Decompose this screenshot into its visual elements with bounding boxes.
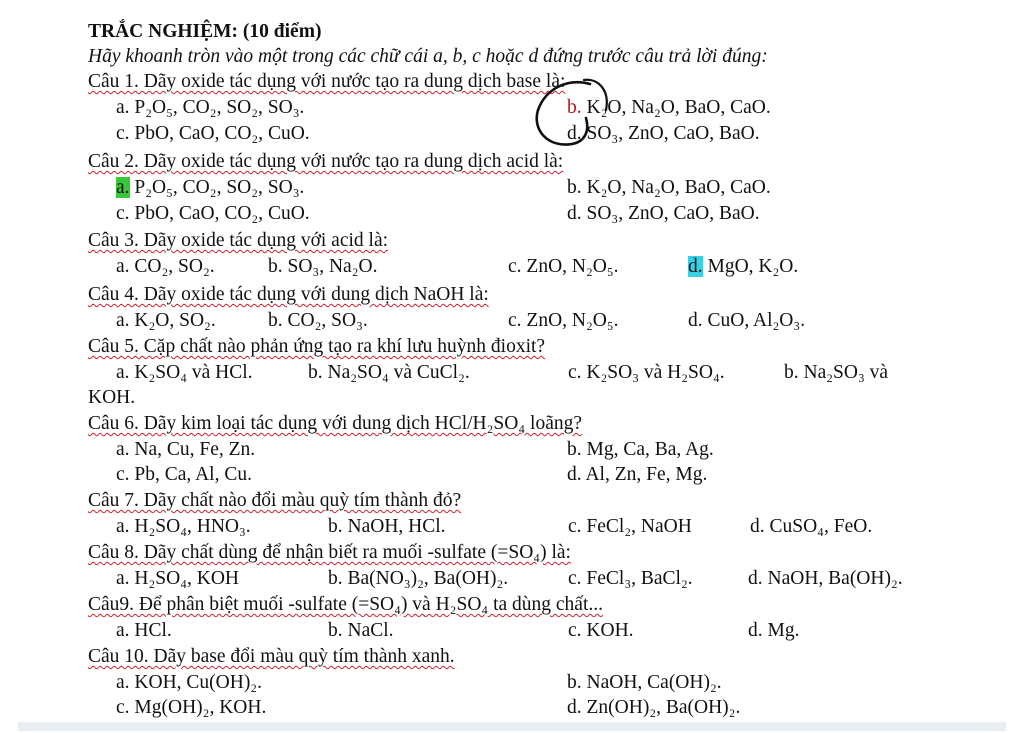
- option-formula: NaOH, Ca(OH)₂.: [586, 672, 722, 693]
- option-formula: SO₃, ZnO, CaO, BaO.: [586, 203, 760, 224]
- option-formula: Mg, Ca, Ba, Ag.: [586, 439, 714, 460]
- option-letter: c.: [116, 123, 130, 144]
- option-formula: Al, Zn, Fe, Mg.: [585, 464, 708, 485]
- q5-continuation: KOH.: [88, 387, 136, 408]
- option-formula: H₂SO₄, KOH: [134, 568, 240, 589]
- option-formula: PbO, CaO, CO₂, CuO.: [134, 123, 310, 144]
- q10-option-b[interactable]: [567, 671, 722, 695]
- option-letter: d.: [748, 568, 763, 589]
- option-letter: a.: [116, 672, 130, 693]
- option-letter: b.: [567, 97, 582, 118]
- q3-option-a[interactable]: [116, 255, 215, 279]
- option-letter: d.: [748, 620, 763, 641]
- option-formula: SO₃, Na₂O.: [287, 256, 378, 277]
- option-formula: ZnO, N₂O₅.: [526, 310, 619, 331]
- option-letter: b.: [567, 177, 582, 198]
- q8-option-d[interactable]: [748, 567, 903, 591]
- option-letter: a.: [116, 97, 130, 118]
- q5-option-d[interactable]: [784, 361, 888, 385]
- option-formula: P₂O₅, CO₂, SO₂, SO₃.: [134, 97, 305, 118]
- option-formula: CO₂, SO₃.: [287, 310, 368, 331]
- option-letter: d.: [688, 256, 703, 277]
- option-letter: d.: [567, 123, 582, 144]
- option-letter: a.: [116, 362, 130, 383]
- q6-option-d[interactable]: [567, 463, 707, 487]
- option-letter: d.: [567, 697, 582, 718]
- option-formula: K₂SO₃ và H₂SO₄.: [586, 362, 725, 383]
- q8-option-b[interactable]: [328, 567, 508, 591]
- option-letter: d.: [567, 203, 582, 224]
- option-letter: d.: [688, 310, 703, 331]
- q1-option-c[interactable]: [116, 122, 310, 146]
- option-formula: Zn(OH)₂, Ba(OH)₂.: [586, 697, 741, 718]
- option-formula: Pb, Ca, Al, Cu.: [134, 464, 252, 485]
- q9-option-b[interactable]: [328, 619, 394, 643]
- q8-option-c[interactable]: [568, 567, 693, 591]
- option-letter: b.: [567, 672, 582, 693]
- q6-option-a[interactable]: [116, 438, 255, 462]
- q7-option-c[interactable]: [568, 515, 692, 539]
- q10-option-d[interactable]: [567, 696, 740, 720]
- q3-option-d[interactable]: [688, 255, 798, 279]
- option-letter: c.: [568, 516, 582, 537]
- option-formula: KOH, Cu(OH)₂.: [134, 672, 262, 693]
- q5-option-b[interactable]: [308, 361, 470, 385]
- option-letter: a.: [116, 439, 130, 460]
- option-letter: b.: [268, 310, 283, 331]
- q2-option-b[interactable]: [567, 176, 771, 200]
- option-letter: a.: [116, 568, 130, 589]
- option-formula: KOH.: [586, 620, 634, 641]
- option-letter: a.: [116, 516, 130, 537]
- option-formula: SO₃, ZnO, CaO, BaO.: [586, 123, 760, 144]
- option-formula: Na₂SO₄ và CuCl₂.: [327, 362, 470, 383]
- option-letter: c.: [568, 620, 582, 641]
- option-letter: c.: [568, 362, 582, 383]
- q6-option-b[interactable]: [567, 438, 714, 462]
- question-6-prompt: Câu 6. Dãy kim loại tác dụng với dung dịch HCl/H₂SO₄ loãng?: [88, 413, 583, 434]
- option-letter: b.: [784, 362, 799, 383]
- question-5-prompt: Câu 5. Cặp chất nào phản ứng tạo ra khí lưu huỳnh đioxit?: [88, 336, 546, 357]
- option-formula: K₂O, Na₂O, BaO, CaO.: [586, 97, 771, 118]
- option-letter: b.: [328, 620, 343, 641]
- option-letter: a.: [116, 310, 130, 331]
- question-1-prompt: Câu 1. Dãy oxide tác dụng với nước tạo ra dung dịch base là:: [88, 71, 566, 92]
- option-formula: Ba(NO₃)₂, Ba(OH)₂.: [347, 568, 509, 589]
- option-letter: a.: [116, 177, 130, 198]
- option-formula: Mg.: [767, 620, 800, 641]
- question-7-prompt: Câu 7. Dãy chất nào đổi màu quỳ tím thành đỏ?: [88, 490, 462, 511]
- question-2-prompt: Câu 2. Dãy oxide tác dụng với nước tạo ra dung dịch acid là:: [88, 151, 564, 172]
- option-formula: ZnO, N₂O₅.: [526, 256, 619, 277]
- option-formula: K₂O, SO₂.: [134, 310, 216, 331]
- q5-option-c[interactable]: [568, 361, 725, 385]
- option-letter: c.: [568, 568, 582, 589]
- option-letter: d.: [750, 516, 765, 537]
- option-letter: d.: [567, 464, 582, 485]
- option-formula: H₂SO₄, HNO₃.: [134, 516, 251, 537]
- option-formula: Na₂SO₃ và: [803, 362, 889, 383]
- option-formula: NaCl.: [347, 620, 394, 641]
- q4-option-a[interactable]: [116, 309, 216, 333]
- q7-option-b[interactable]: [328, 515, 446, 539]
- option-formula: NaOH, HCl.: [347, 516, 446, 537]
- q2-option-c[interactable]: [116, 202, 310, 226]
- option-formula: CuSO₄, FeO.: [769, 516, 873, 537]
- option-formula: CuO, Al₂O₃.: [707, 310, 806, 331]
- option-letter: c.: [116, 464, 130, 485]
- option-formula: HCl.: [134, 620, 172, 641]
- option-letter: a.: [116, 256, 130, 277]
- option-letter: b.: [268, 256, 283, 277]
- option-letter: b.: [567, 439, 582, 460]
- option-letter: c.: [116, 697, 130, 718]
- option-letter: b.: [308, 362, 323, 383]
- q10-option-c[interactable]: [116, 696, 266, 720]
- page-title: TRẮC NGHIỆM: (10 điểm): [88, 21, 322, 42]
- q4-option-b[interactable]: [268, 309, 368, 333]
- q4-option-c[interactable]: [508, 309, 619, 333]
- q6-option-c[interactable]: [116, 463, 252, 487]
- q7-option-a[interactable]: [116, 515, 251, 539]
- instruction: Hãy khoanh tròn vào một trong các chữ cái a, b, c hoặc d đứng trước câu trả lời đúng:: [88, 46, 768, 67]
- q9-option-c[interactable]: [568, 619, 634, 643]
- option-formula: Mg(OH)₂, KOH.: [134, 697, 267, 718]
- option-formula: CO₂, SO₂.: [134, 256, 215, 277]
- q10-option-a[interactable]: [116, 671, 262, 695]
- bottom-divider: [18, 722, 1006, 731]
- question-3-prompt: Câu 3. Dãy oxide tác dụng với acid là:: [88, 230, 389, 251]
- option-letter: c.: [508, 256, 522, 277]
- option-formula: K₂O, Na₂O, BaO, CaO.: [586, 177, 771, 198]
- q3-option-c[interactable]: [508, 255, 619, 279]
- answer-circle-mark: [528, 70, 618, 160]
- q5-option-a[interactable]: [116, 361, 253, 385]
- question-9-prompt: Câu9. Để phân biệt muối -sulfate (=SO₄) và H₂SO₄ ta dùng chất...: [88, 594, 603, 615]
- q8-option-a[interactable]: [116, 567, 239, 591]
- option-formula: FeCl₃, BaCl₂.: [586, 568, 693, 589]
- option-formula: PbO, CaO, CO₂, CuO.: [134, 203, 310, 224]
- option-formula: P₂O₅, CO₂, SO₂, SO₃.: [134, 177, 305, 198]
- option-letter: c.: [116, 203, 130, 224]
- q1-option-a[interactable]: [116, 96, 304, 120]
- q2-option-a[interactable]: [116, 176, 304, 200]
- option-letter: b.: [328, 516, 343, 537]
- option-letter: c.: [508, 310, 522, 331]
- q2-option-d[interactable]: [567, 202, 760, 226]
- option-formula: NaOH, Ba(OH)₂.: [767, 568, 903, 589]
- question-10-prompt: Câu 10. Dãy base đổi màu quỳ tím thành xanh.: [88, 646, 455, 667]
- q4-option-d[interactable]: [688, 309, 805, 333]
- q3-option-b[interactable]: [268, 255, 377, 279]
- option-letter: a.: [116, 620, 130, 641]
- option-letter: b.: [328, 568, 343, 589]
- option-formula: MgO, K₂O.: [707, 256, 799, 277]
- q9-option-d[interactable]: [748, 619, 799, 643]
- question-4-prompt: Câu 4. Dãy oxide tác dụng với dung dịch NaOH là:: [88, 284, 489, 305]
- question-8-prompt: Câu 8. Dãy chất dùng để nhận biết ra muối -sulfate (=SO₄) là:: [88, 542, 571, 563]
- option-formula: FeCl₂, NaOH: [586, 516, 692, 537]
- option-formula: K₂SO₄ và HCl.: [134, 362, 253, 383]
- option-formula: Na, Cu, Fe, Zn.: [134, 439, 256, 460]
- q7-option-d[interactable]: [750, 515, 872, 539]
- q9-option-a[interactable]: [116, 619, 172, 643]
